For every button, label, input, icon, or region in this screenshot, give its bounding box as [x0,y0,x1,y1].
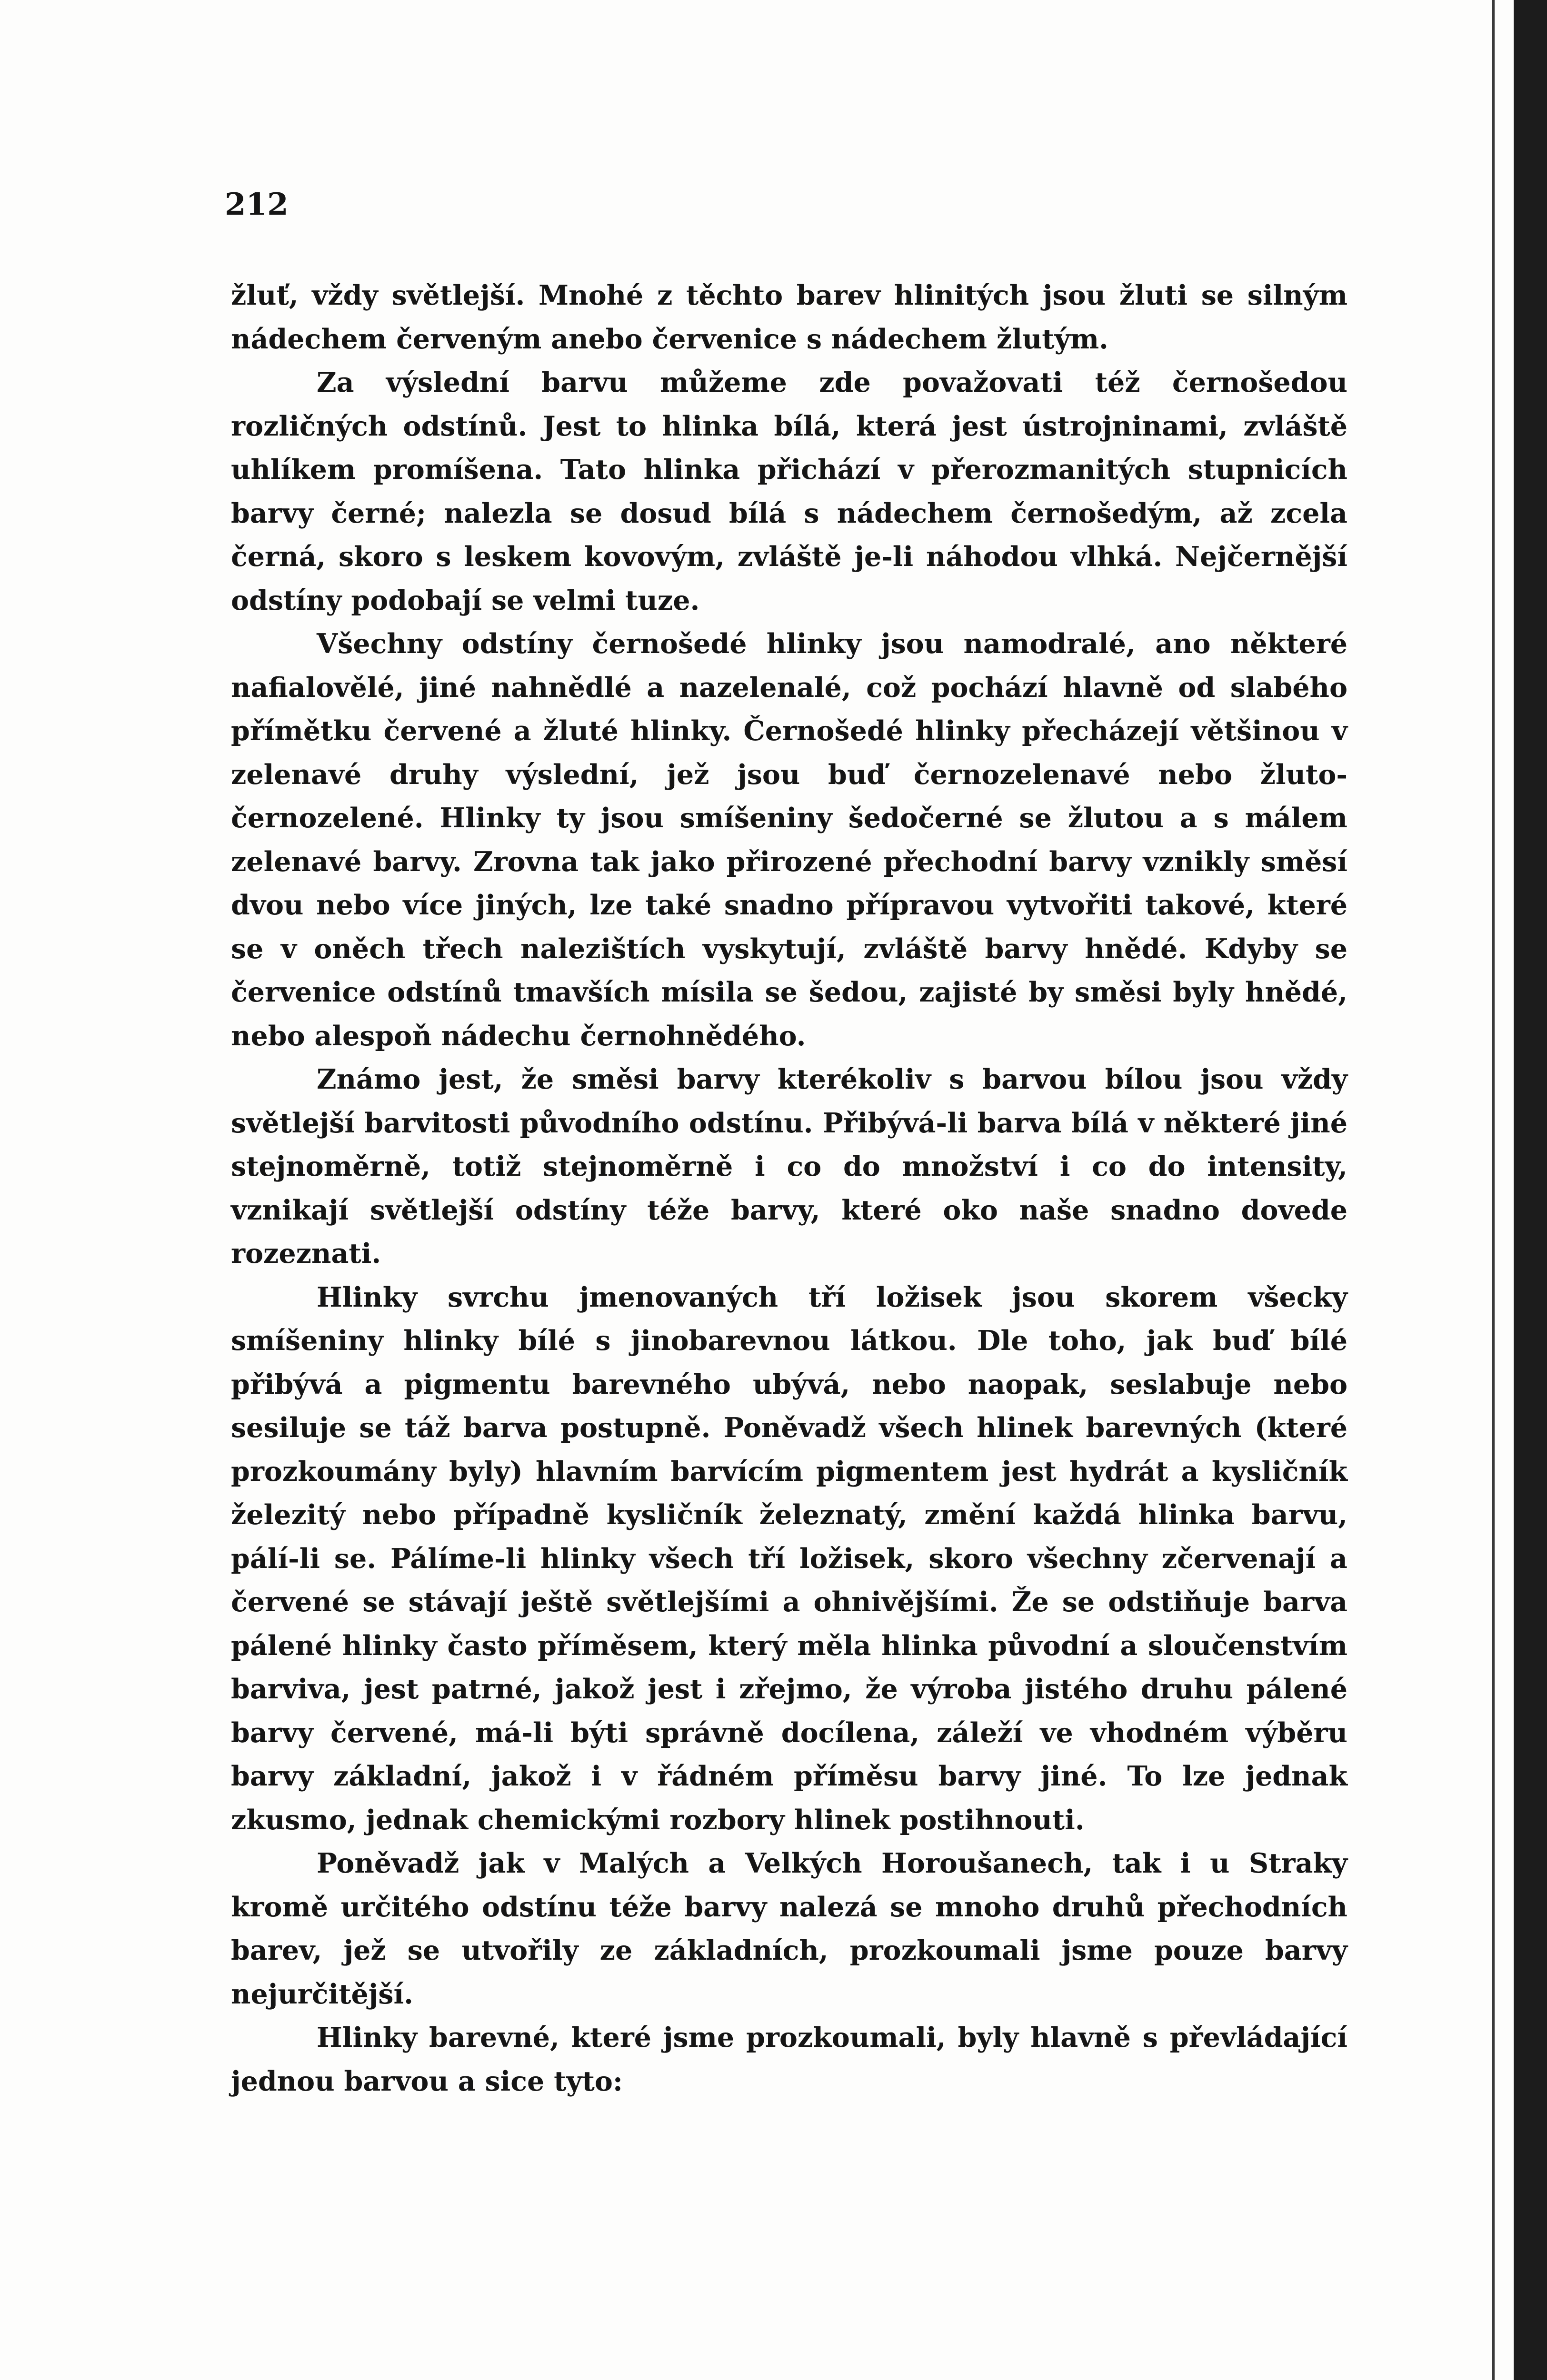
paragraph-4: Známo jest, že směsi barvy kterékoliv s barvou bílou jsou vždy světlejší barvitosti původního odstínu. Přibývá-li barva bílá v některé jiné stejnoměrně, totiž stejnoměrně i co do množství i co do intensity, vznikají světlejší odstíny téže barvy, které oko naše snadno dovede rozeznati. [231,1063,1347,1269]
page-edge-shadow [1514,0,1547,2380]
paragraph-1: žluť, vždy světlejší. Mnohé z těchto barev hlinitých jsou žluti se silným nádechem červeným anebo červenice s nádechem žlutým. [231,279,1347,355]
paragraph-5: Hlinky svrchu jmenovaných tří ložisek jsou skorem všecky smíšeniny hlinky bílé s jinobarevnou látkou. Dle toho, jak buď bílé přibývá a pigmentu barevného ubývá, nebo naopak, seslabuje nebo sesiluje se táž barva postupně. Poněvadž všech hlinek barevných (které prozkoumány byly) hlavním barvícím pigmentem jest hydrát a kysličník železitý nebo případně kysličník železnatý, změní každá hlinka barvu, pálí-li se. Pálíme-li hlinky všech tří ložisek, skoro všechny zčervenají a červené se stávají ještě světlejšími a ohnivějšími. Že se odstiňuje barva pálené hlinky často příměsem, který měla hlinka původní a sloučenstvím barviva, jest patrné, jakož jest i zřejmo, že výroba jistého druhu pálené barvy červené, má-li býti správně docílena, záleží ve vhodném výběru barvy základní, jakož i v řádném příměsu barvy jiné. To lze jednak zkusmo, jednak chemickými rozbory hlinek postihnouti. [231,1281,1347,1836]
page-edge-line [1492,0,1495,2380]
paragraph-2: Za výslední barvu můžeme zde považovati též černošedou rozličných odstínů. Jest to hlinka bílá, která jest ústrojninami, zvláště uhlíkem promíšena. Tato hlinka přichází v přerozmanitých stupnicích barvy černé; nalezla se dosud bílá s nádechem černošedým, až zcela černá, skoro s leskem kovovým, zvláště je-li náhodou vlhká. Nejčernější odstíny podobají se velmi tuze. [231,367,1347,616]
paragraph-3: Všechny odstíny černošedé hlinky jsou namodralé, ano některé nafialovělé, jiné nahnědlé a nazelenalé, což pochází hlavně od slabého přímětku červené a žluté hlinky. Černošedé hlinky přecházejí většinou v zelenavé druhy výslední, jež jsou buď černozelenavé nebo žluto-černozelené. Hlinky ty jsou smíšeniny šedočerné se žlutou a s málem zelenavé barvy. Zrovna tak jako přirozené přechodní barvy vznikly směsí dvou nebo více jiných, lze také snadno přípravou vytvořiti takové, které se v oněch třech nalezištích vyskytují, zvláště barvy hnědé. Kdyby se červenice odstínů tmavších mísila se šedou, zajisté by směsi byly hnědé, nebo alespoň nádechu černohnědého. [231,628,1347,1052]
body-text [231,274,1347,2103]
page-number: 212 [225,187,289,222]
paragraph-7: Hlinky barevné, které jsme prozkoumali, byly hlavně s převládající jednou barvou a sice tyto: [231,2022,1347,2097]
paragraph-6: Poněvadž jak v Malých a Velkých Horoušanech, tak i u Straky kromě určitého odstínu téže barvy nalezá se mnoho druhů přechodních barev, jež se utvořily ze základních, prozkoumali jsme pouze barvy nejurčitější. [231,1847,1347,2010]
